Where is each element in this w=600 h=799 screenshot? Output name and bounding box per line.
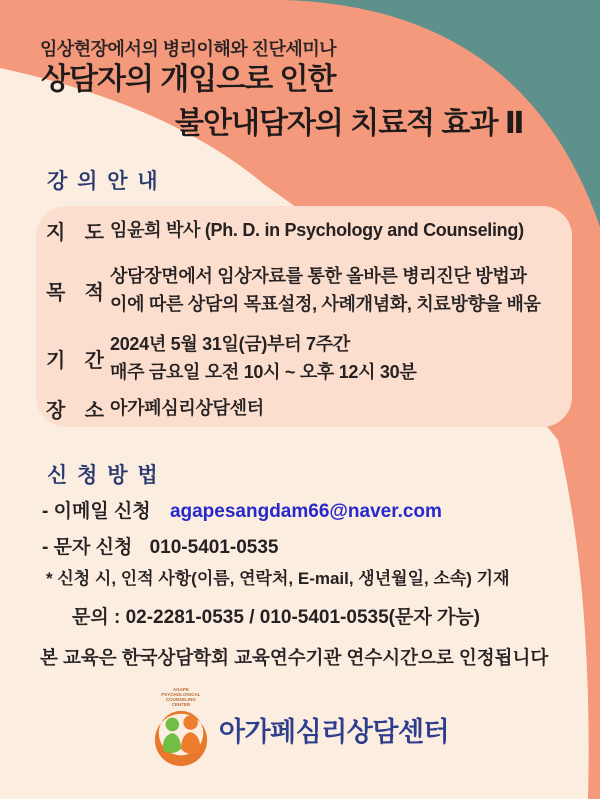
label-char: 간 xyxy=(84,349,104,372)
sms-number: 010-5401-0535 xyxy=(149,537,279,558)
inquiry-line: 문의 : 02-2281-0535 / 010-5401-0535(문자 가능) xyxy=(72,607,480,628)
period-line-1: 2024년 5월 31일(금)부터 7주간 xyxy=(110,334,350,354)
purpose-line-1: 상담장면에서 임상자료를 통한 올바른 병리진단 방법과 xyxy=(110,266,527,286)
label-char: 도 xyxy=(84,221,104,244)
location-label xyxy=(46,394,104,423)
period-line-2: 매주 금요일 오전 10시 ~ 오후 12시 30분 xyxy=(110,362,417,382)
label-char: 소 xyxy=(84,399,104,422)
instructor-label xyxy=(46,216,104,245)
label-char: 장 xyxy=(46,399,66,422)
lecture-row-period xyxy=(46,329,558,387)
email-apply-line xyxy=(42,496,442,523)
label-char: 적 xyxy=(84,281,104,304)
email-apply-label: - 이메일 신청 xyxy=(42,501,151,522)
label-char: 목 xyxy=(46,281,66,304)
period-value xyxy=(110,330,416,386)
lecture-info-card xyxy=(36,206,572,427)
purpose-line-2: 이에 따른 상담의 목표설정, 사례개념화, 치료방향을 배움 xyxy=(110,294,541,314)
logo-name: 아가페심리상담센터 xyxy=(218,717,450,747)
lecture-row-location xyxy=(46,394,558,422)
email-link[interactable]: agapesangdam66@naver.com xyxy=(169,501,442,522)
agape-logo-icon xyxy=(152,708,210,766)
lecture-row-instructor xyxy=(46,216,558,244)
accreditation-line: 본 교육은 한국상담학회 교육연수기관 연수시간으로 인정됩니다 xyxy=(40,647,549,668)
purpose-label xyxy=(46,276,104,305)
sms-apply-label: - 문자 신청 xyxy=(42,537,133,558)
location-value: 아가페심리상담센터 xyxy=(110,398,264,418)
purpose-value xyxy=(110,262,541,318)
instructor-value: 임윤희 박사 (Ph. D. in Psychology and Counseling) xyxy=(110,220,524,240)
lecture-info-heading: 강 의 안 내 xyxy=(47,170,160,193)
label-char: 기 xyxy=(46,349,66,372)
logo-row xyxy=(0,687,600,766)
lecture-row-purpose xyxy=(46,261,558,319)
poster-title-line-1: 상담자의 개입으로 인한 xyxy=(41,63,336,96)
logo-mark-wrap xyxy=(151,687,211,766)
poster-title-line-2: 불안내담자의 치료적 효과 Ⅱ xyxy=(175,107,524,140)
period-label xyxy=(46,344,104,373)
label-char: 지 xyxy=(46,221,66,244)
application-heading: 신 청 방 법 xyxy=(47,464,160,487)
application-note: * 신청 시, 인적 사항(이름, 연락처, E-mail, 생년월일, 소속) 기재 xyxy=(46,569,510,588)
logo-caption: AGAPE PSYCHOLOGICAL COUNSELING CENTER xyxy=(161,687,201,707)
sms-apply-line xyxy=(42,532,278,559)
poster-kicker: 임상현장에서의 병리이해와 진단세미나 xyxy=(40,39,337,59)
